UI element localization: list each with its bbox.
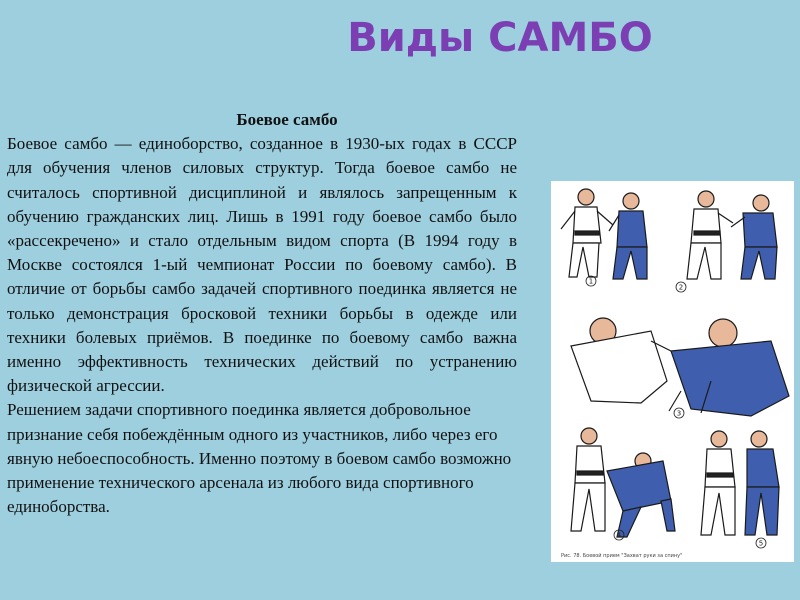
step-label-3: 3 [676,409,682,418]
pair-illustration-3 [571,318,789,416]
pair-illustration-5 [701,431,779,535]
pair-illustration-2 [687,191,777,279]
figure-caption: Рис. 78. Боевой прием "Захват руки за спину" [561,553,683,559]
section-heading: Боевое самбо [236,110,338,129]
sambo-illustration [551,181,794,562]
text-block [7,108,517,519]
step-label-5: 5 [758,539,764,548]
paragraph-2: Решением задачи спортивного поединка является добровольное признание себя побеждённым одного из участников, либо через его явную небоеспособность. Именно поэтому в боевом самбо возможно применение технического арсенала из любого вида спортивного единоборства. [7,400,512,517]
step-label-4: 4 [616,531,622,540]
paragraph-1: Боевое самбо — единоборство, созданное в 1930-ых годах в СССР для обучения членов силовых структур. Тогда боевое самбо не считалось спортивной дисциплиной и являлось запрещенным к обучению гражданских лиц. Лишь в 1991 году боевое самбо было «рассекречено» и стало отдельным видом спорта (В 1994 году в Москве состоялся 1-ый чемпионат России по боевому самбо). В отличие от борьбы самбо задачей спортивного поединка является не только демонстрация бросковой техники борьбы в одежде или техники болевых приёмов. В поединке по боевому самбо важна именно эффективность технических действий по устранению физической агрессии. [7,134,517,396]
step-label-1: 1 [588,277,594,286]
step-label-2: 2 [678,283,684,292]
pair-illustration-1 [561,189,647,279]
slide-title: Виды САМБО [347,15,653,61]
pair-illustration-4 [571,428,675,537]
